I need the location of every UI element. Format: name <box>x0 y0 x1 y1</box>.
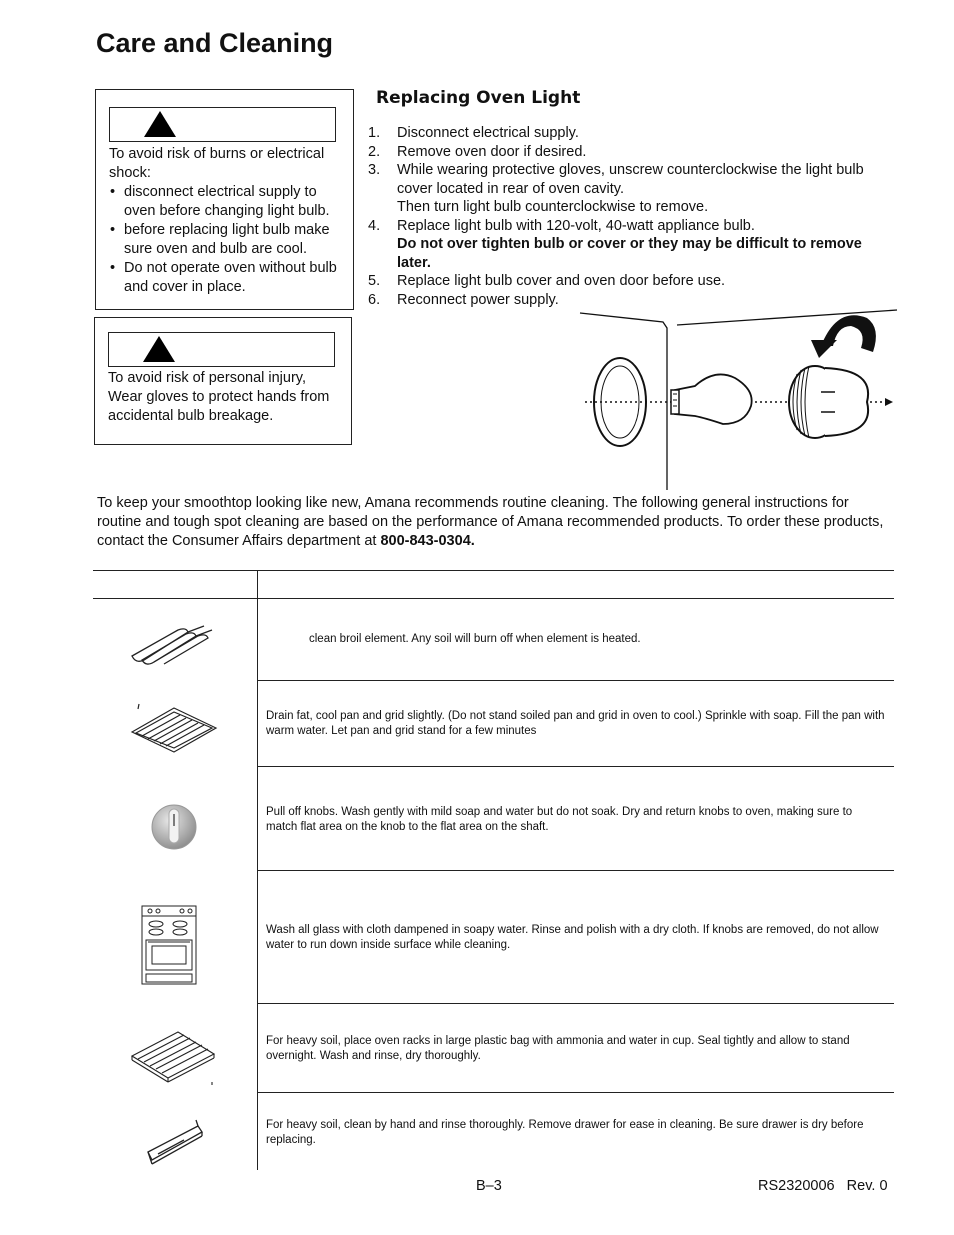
warning-triangle-icon <box>143 110 177 138</box>
oven-rack-icon <box>128 1024 220 1088</box>
bulb-cover-icon <box>789 366 868 438</box>
step-item: 2. Remove oven door if desired. <box>368 143 587 160</box>
warning-bullet: • before replacing light bulb make sure oven and bulb are cool. <box>109 221 349 259</box>
broiler-pan-icon <box>128 702 220 754</box>
document-number: RS2320006 Rev. 0 <box>758 1178 888 1194</box>
cell-text-oven-racks: For heavy soil, place oven racks in large plastic bag with ammonia and water in cup. Seal tightly and allow to stand overnight. Wash and rinse, dry thoroughly. <box>266 1035 850 1062</box>
warning-bullets <box>109 183 349 297</box>
cell-text-broil-element: clean broil element. Any soil will burn off when element is heated. <box>309 633 641 645</box>
warning-intro: To avoid risk of burns or electrical shock: <box>109 146 325 181</box>
row-divider <box>258 1003 894 1004</box>
warning-box-burns <box>95 89 354 310</box>
range-icon <box>138 900 200 986</box>
warning-header-bar <box>108 332 335 367</box>
warning-bullet: • disconnect electrical supply to oven before changing light bulb. <box>109 183 349 221</box>
table-header-rule <box>93 598 894 599</box>
page-title: Care and Cleaning <box>96 28 334 58</box>
table-top-rule <box>93 570 894 571</box>
row-divider <box>258 680 894 681</box>
warning-box-injury <box>94 317 352 445</box>
oven-light-steps <box>368 124 868 309</box>
warning-text-burns <box>109 145 349 297</box>
row-divider <box>258 870 894 871</box>
step-item: 6. Reconnect power supply. <box>368 291 559 308</box>
step-item: 5. Replace light bulb cover and oven door before use. <box>368 273 726 289</box>
step-item: 1. Disconnect electrical supply. <box>368 125 579 141</box>
control-knob-icon <box>150 804 198 850</box>
phone-number: 800-843-0304. <box>380 533 475 549</box>
bulb-replacement-diagram <box>575 300 905 495</box>
cleaning-intro: To keep your smoothtop looking like new, Amana recommends routine cleaning. The following general instructions for routine and tough spot cleaning are based on the performance of Amana recommended products. To order these products, contact the Consumer Affairs department at 800-843-0304. <box>97 495 884 549</box>
row-divider <box>258 1092 894 1093</box>
light-bulb-icon <box>671 374 752 424</box>
step-item: 3. While wearing protective gloves, unscrew counterclockwise the light bulb cover located in rear of oven cavity. Then turn light bulb counterclockwise to remove. <box>368 162 864 215</box>
step-item: 4. Replace light bulb with 120-volt, 40-watt appliance bulb. Do not over tighten bulb or cover or they may be difficult to remove later. <box>368 217 862 271</box>
warning-header-bar <box>109 107 336 142</box>
cell-text-broiler-pan: Drain fat, cool pan and grid slightly. (Do not stand soiled pan and grid in oven to cool.) Sprinkle with soap. Fill the pan with warm water. Let pan and grid stand for a few minutes <box>266 710 885 737</box>
storage-drawer-icon <box>144 1118 206 1168</box>
broil-element-icon <box>126 622 218 668</box>
warning-triangle-icon <box>142 335 176 363</box>
row-divider <box>258 766 894 767</box>
section-heading-oven-light: Replacing Oven Light <box>376 88 581 108</box>
warning-bullet: • Do not operate oven without bulb and cover in place. <box>109 259 349 297</box>
warning-text-injury: To avoid risk of personal injury, Wear gloves to protect hands from accidental bulb breakage. <box>108 370 330 424</box>
cell-text-drawer: For heavy soil, clean by hand and rinse thoroughly. Remove drawer for ease in cleaning. Be sure drawer is dry before replacing. <box>266 1119 864 1146</box>
cell-text-knobs: Pull off knobs. Wash gently with mild soap and water but do not soak. Dry and return knobs to oven, making sure to match flat area on the knob to the flat area on the shaft. <box>266 806 853 833</box>
page-number: B–3 <box>476 1178 502 1194</box>
cell-text-glass: Wash all glass with cloth dampened in soapy water. Rinse and polish with a dry cloth. If knobs are removed, do not allow water to run down inside surface while cleaning. <box>266 924 879 951</box>
rotate-arrow-icon <box>811 315 876 358</box>
